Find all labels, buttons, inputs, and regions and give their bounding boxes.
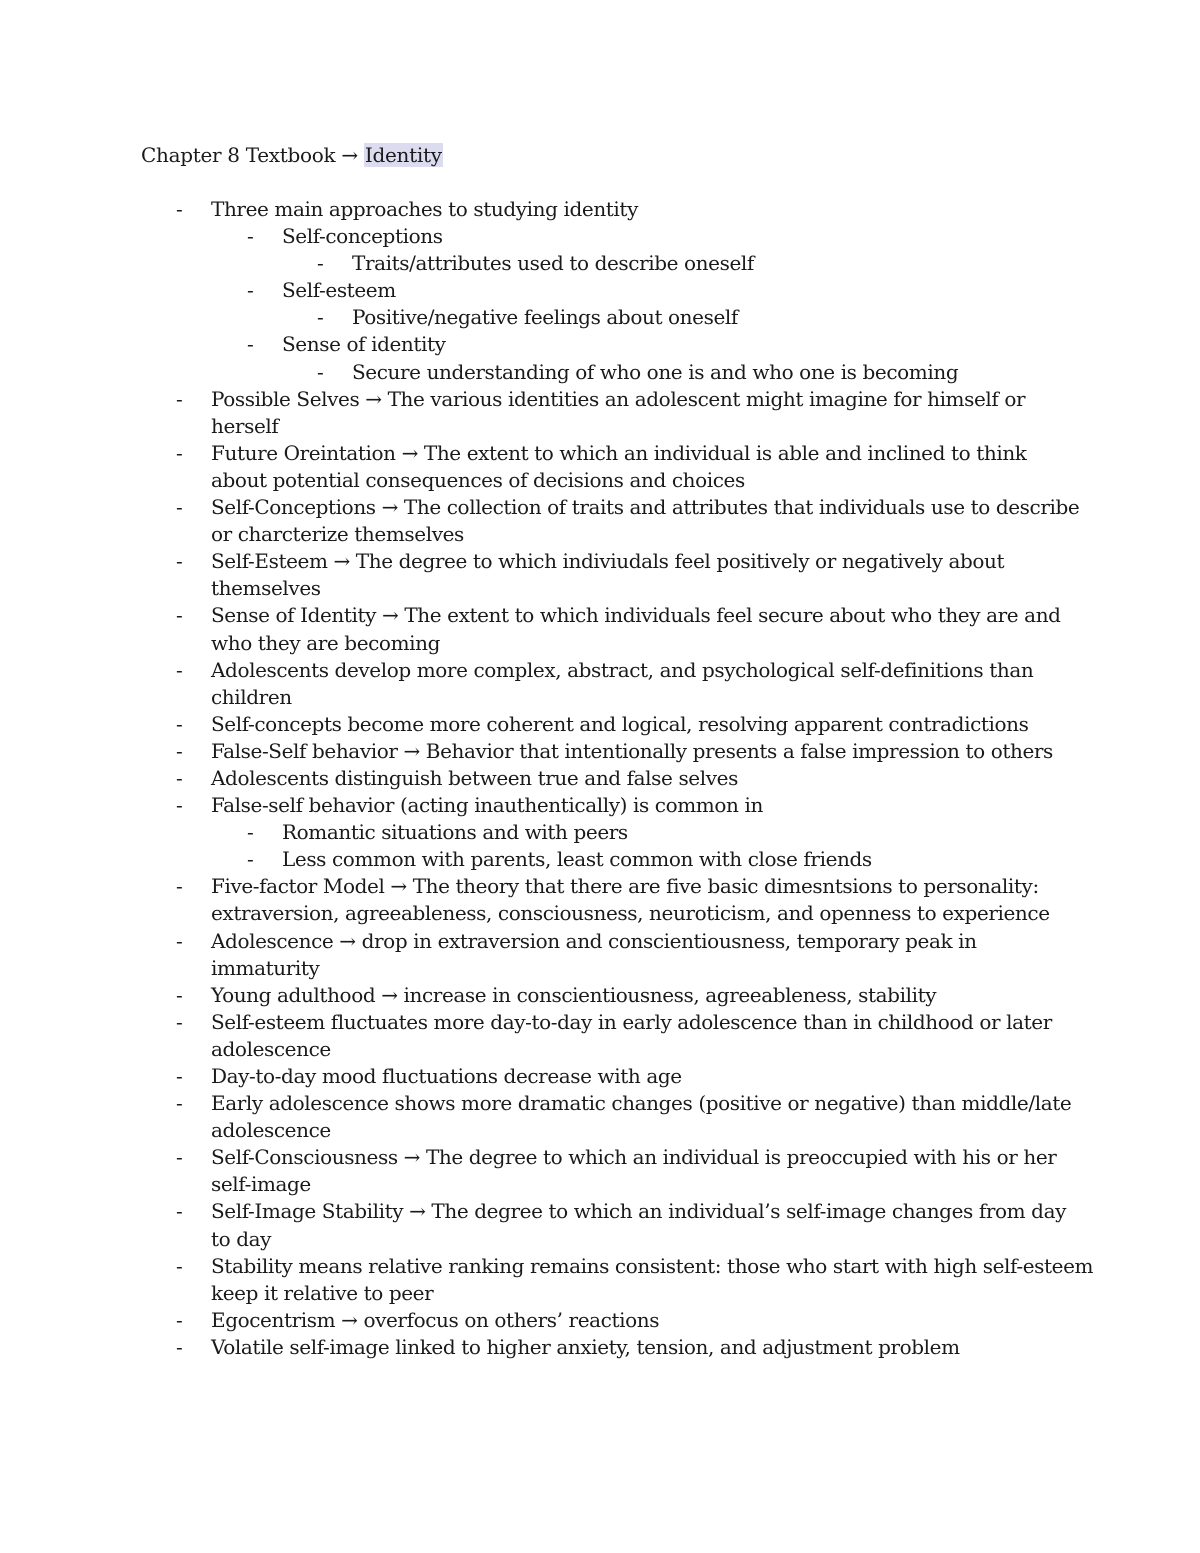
list-item-text: about potential consequences of decisions and choices <box>211 467 745 492</box>
list-item-text: herself <box>211 413 279 438</box>
bullet-dash: - <box>176 197 183 221</box>
list-item-text: Self-Image Stability → The degree to which an individual’s self-image changes from day <box>211 1199 1066 1224</box>
list-item <box>0 196 1200 223</box>
list-item-text: Three main approaches to studying identity <box>211 197 638 221</box>
list-item <box>0 331 1200 358</box>
list-item-text: Early adolescence shows more dramatic changes (positive or negative) than middle/late <box>211 1091 1072 1116</box>
list-item-text: extraversion, agreeableness, consciousness, neuroticism, and openness to experience <box>211 901 1050 926</box>
list-item-continuation <box>0 900 1200 927</box>
list-item-text: Secure understanding of who one is and who one is becoming <box>352 359 959 384</box>
list-item-continuation <box>0 413 1200 440</box>
list-item-text: keep it relative to peer <box>211 1280 434 1305</box>
bullet-dash: - <box>176 765 183 790</box>
bullet-dash: - <box>176 928 183 953</box>
list-item-text: who they are becoming <box>211 630 441 655</box>
list-item-continuation <box>0 575 1200 602</box>
list-item <box>0 982 1200 1009</box>
bullet-dash: - <box>176 1199 183 1224</box>
bullet-dash: - <box>176 495 183 520</box>
list-item <box>0 223 1200 250</box>
list-item-text: Stability means relative ranking remains consistent: those who start with high self-esteem <box>211 1253 1094 1278</box>
list-item <box>0 440 1200 467</box>
list-item <box>0 1334 1200 1361</box>
list-item <box>0 819 1200 846</box>
bullet-dash: - <box>176 711 183 736</box>
bullet-dash: - <box>317 251 324 276</box>
bullet-dash: - <box>176 1253 183 1278</box>
list-item-text: Positive/negative feelings about oneself <box>352 305 738 330</box>
bullet-dash: - <box>176 1307 183 1332</box>
list-item-continuation <box>0 1226 1200 1253</box>
list-item-text: Romantic situations and with peers <box>282 820 628 845</box>
page-title <box>141 142 443 169</box>
list-item-text: Self-Consciousness → The degree to which an individual is preoccupied with his or her <box>211 1145 1057 1170</box>
list-item-continuation <box>0 1280 1200 1307</box>
list-item-continuation <box>0 1171 1200 1198</box>
list-item-text: adolescence <box>211 1036 331 1061</box>
bullet-dash: - <box>176 549 183 574</box>
list-item <box>0 792 1200 819</box>
bullet-dash: - <box>176 603 183 628</box>
list-item-text: Self-Esteem → The degree to which indiviudals feel positively or negatively about <box>211 549 1005 574</box>
title-prefix: Chapter 8 Textbook → <box>141 143 364 167</box>
list-item-text: Adolescents develop more complex, abstract, and psychological self-definitions than <box>211 657 1034 682</box>
bullet-dash: - <box>176 793 183 818</box>
list-item <box>0 304 1200 331</box>
list-item-text: Self-esteem fluctuates more day-to-day in early adolescence than in childhood or later <box>211 1009 1052 1034</box>
bullet-dash: - <box>247 278 254 303</box>
list-item-text: or charcterize themselves <box>211 522 464 547</box>
bullet-dash: - <box>176 440 183 465</box>
list-item-continuation <box>0 1036 1200 1063</box>
list-item-continuation <box>0 955 1200 982</box>
list-item-text: Five-factor Model → The theory that there are five basic dimesntsions to personality: <box>211 874 1039 899</box>
list-item-text: to day <box>211 1226 272 1251</box>
list-item-text: Self-conceptions <box>282 224 443 249</box>
list-item <box>0 765 1200 792</box>
bullet-dash: - <box>247 847 254 872</box>
list-item-text: Self-Conceptions → The collection of traits and attributes that individuals use to describe <box>211 495 1080 520</box>
list-item-continuation <box>0 467 1200 494</box>
list-item <box>0 711 1200 738</box>
list-item <box>0 1063 1200 1090</box>
list-item <box>0 1090 1200 1117</box>
list-item-text: Adolescence → drop in extraversion and conscientiousness, temporary peak in <box>211 928 977 953</box>
list-item-text: children <box>211 684 292 709</box>
list-item-text: Adolescents distinguish between true and false selves <box>211 765 738 790</box>
list-item-text: Egocentrism → overfocus on others’ reactions <box>211 1307 660 1332</box>
bullet-dash: - <box>247 224 254 249</box>
bullet-dash: - <box>176 982 183 1007</box>
list-item-text: Traits/attributes used to describe oneself <box>352 251 754 276</box>
list-item-continuation <box>0 1117 1200 1144</box>
list-item <box>0 548 1200 575</box>
list-item-text: themselves <box>211 576 321 601</box>
bullet-dash: - <box>176 386 183 411</box>
list-item-continuation <box>0 521 1200 548</box>
list-item <box>0 1307 1200 1334</box>
bullet-dash: - <box>317 359 324 384</box>
list-item <box>0 1253 1200 1280</box>
bullet-dash: - <box>247 820 254 845</box>
list-item <box>0 1198 1200 1225</box>
bullet-dash: - <box>176 1334 183 1359</box>
list-item-text: Possible Selves → The various identities an adolescent might imagine for himself or <box>211 386 1026 411</box>
list-item-continuation <box>0 630 1200 657</box>
list-item <box>0 602 1200 629</box>
list-item <box>0 494 1200 521</box>
list-item <box>0 657 1200 684</box>
list-item <box>0 250 1200 277</box>
notes-list <box>0 196 1200 1361</box>
list-item <box>0 1144 1200 1171</box>
bullet-dash: - <box>176 738 183 763</box>
list-item-text: False-Self behavior → Behavior that intentionally presents a false impression to others <box>211 738 1053 763</box>
bullet-dash: - <box>176 1064 183 1088</box>
list-item-continuation <box>0 684 1200 711</box>
list-item-text: Volatile self-image linked to higher anxiety, tension, and adjustment problem <box>211 1334 960 1359</box>
bullet-dash: - <box>247 332 254 357</box>
bullet-dash: - <box>176 874 183 899</box>
list-item-text: Self-concepts become more coherent and logical, resolving apparent contradictions <box>211 711 1029 736</box>
bullet-dash: - <box>176 1091 183 1116</box>
list-item-text: False-self behavior (acting inauthentically) is common in <box>211 793 763 818</box>
list-item-text: Sense of Identity → The extent to which individuals feel secure about who they are and <box>211 603 1061 628</box>
list-item <box>0 846 1200 873</box>
list-item-text: Day-to-day mood fluctuations decrease with age <box>211 1064 682 1088</box>
bullet-dash: - <box>176 1009 183 1034</box>
list-item-text: Future Oreintation → The extent to which an individual is able and inclined to think <box>211 440 1027 465</box>
list-item-text: Self-esteem <box>282 278 396 303</box>
list-item-text: self-image <box>211 1172 311 1197</box>
bullet-dash: - <box>176 1145 183 1170</box>
title-highlight[interactable]: Identity <box>364 143 442 167</box>
bullet-dash: - <box>176 657 183 682</box>
list-item <box>0 873 1200 900</box>
list-item <box>0 359 1200 386</box>
list-item-text: immaturity <box>211 955 320 980</box>
list-item <box>0 277 1200 304</box>
bullet-dash: - <box>317 305 324 330</box>
list-item <box>0 1009 1200 1036</box>
list-item <box>0 928 1200 955</box>
list-item-text: Less common with parents, least common with close friends <box>282 847 872 872</box>
list-item-text: Sense of identity <box>282 332 446 357</box>
list-item <box>0 386 1200 413</box>
list-item-text: adolescence <box>211 1118 331 1143</box>
list-item <box>0 738 1200 765</box>
list-item-text: Young adulthood → increase in conscientiousness, agreeableness, stability <box>211 982 937 1007</box>
